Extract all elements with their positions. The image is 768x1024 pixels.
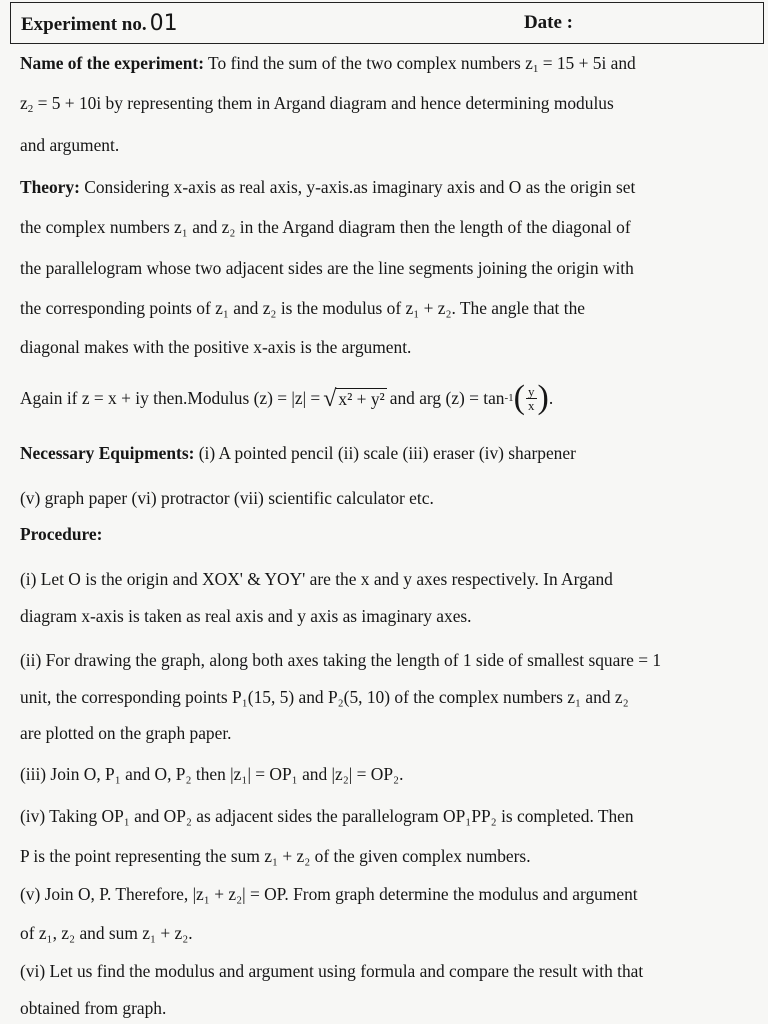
procedure-line: P is the point representing the sum z₁ + z₂ of the given complex numbers. — [20, 846, 531, 866]
procedure-line: (iv) Taking OP₁ and OP₂ as adjacent sides the parallelogram OP₁PP₂ is completed. Then — [20, 806, 634, 826]
name-z1-value: = 15 + 5i and — [542, 53, 636, 73]
name-line-2 — [20, 92, 762, 120]
square-root — [323, 385, 387, 412]
formula-intro: Again if z = x + iy then.Modulus (z) = |z| = — [20, 388, 321, 408]
name-z2-start: z — [20, 93, 28, 113]
procedure-line: obtained from graph. — [20, 998, 167, 1018]
equipment-heading: Necessary Equipments: — [20, 443, 195, 463]
theory-heading: Theory: — [20, 177, 80, 197]
theory-line-2: the complex numbers z₁ and z₂ in the Argand diagram then the length of the diagonal of — [20, 217, 631, 237]
procedure-line: diagram x-axis is taken as real axis and y axis as imaginary axes. — [20, 606, 472, 626]
experiment-label: Experiment no. — [21, 13, 147, 35]
square-root-sign: √ — [323, 385, 337, 412]
theory-line-4: the corresponding points of z₁ and z₂ is the modulus of z₁ + z₂. The angle that the — [20, 298, 585, 318]
name-z2-sub: 2 — [27, 103, 34, 115]
name-text-2: = 5 + 10i by representing them in Argand diagram and hence determining modulus — [37, 93, 614, 113]
theory-line-3: the parallelogram whose two adjacent sides are the line segments joining the origin with — [20, 258, 634, 278]
inverse-superscript: -1 — [504, 392, 514, 404]
experiment-number: 01 — [149, 10, 178, 36]
name-line-3: and argument. — [20, 135, 120, 155]
right-paren: ) — [537, 379, 549, 416]
equipment-line-2: (v) graph paper (vi) protractor (vii) scientific calculator etc. — [20, 488, 434, 508]
theory-text-1: Considering x-axis as real axis, y-axis.as imaginary axis and O as the origin set — [84, 177, 636, 197]
formula-end: . — [548, 388, 554, 408]
name-z1-sub: 1 — [532, 63, 539, 75]
procedure-line: are plotted on the graph paper. — [20, 723, 232, 743]
procedure-line: (v) Join O, P. Therefore, |z₁ + z₂| = OP. From graph determine the modulus and argument — [20, 884, 638, 904]
equipment-text-1: (i) A pointed pencil (ii) scale (iii) eraser (iv) sharpener — [198, 443, 576, 463]
formula-arg: and arg (z) = tan — [389, 388, 505, 408]
fraction-denominator: x — [528, 397, 535, 413]
theory-line-5: diagonal makes with the positive x-axis is the argument. — [20, 337, 412, 357]
procedure-line: (i) Let O is the origin and XOX' & YOY' are the x and y axes respectively. In Argand — [20, 569, 613, 589]
header-box — [10, 2, 764, 44]
modulus-argument-formula — [20, 379, 762, 416]
y-over-x-fraction — [526, 385, 537, 412]
name-line-1 — [20, 52, 762, 80]
procedure-line: (ii) For drawing the graph, along both axes taking the length of 1 side of smallest square = 1 — [20, 650, 662, 670]
theory-line-1 — [20, 176, 762, 198]
fraction-numerator: y — [528, 383, 535, 399]
name-heading: Name of the experiment: — [20, 53, 204, 73]
procedure-line: of z₁, z₂ and sum z₁ + z₂. — [20, 923, 193, 943]
name-text-1: To find the sum of the two complex numbers z — [208, 53, 533, 73]
procedure-line: (iii) Join O, P₁ and O, P₂ then |z₁| = OP₁ and |z₂| = OP₂. — [20, 764, 404, 784]
equipment-line-1 — [20, 442, 762, 464]
radicand: x² + y² — [338, 388, 385, 409]
procedure-heading: Procedure: — [20, 524, 103, 544]
procedure-line: unit, the corresponding points P₁(15, 5) and P₂(5, 10) of the complex numbers z₁ and z₂ — [20, 687, 629, 707]
experiment-title — [21, 11, 178, 36]
left-paren: ( — [513, 379, 525, 416]
procedure-line: (vi) Let us find the modulus and argument using formula and compare the result with that — [20, 961, 644, 981]
date-label: Date : — [523, 12, 573, 33]
